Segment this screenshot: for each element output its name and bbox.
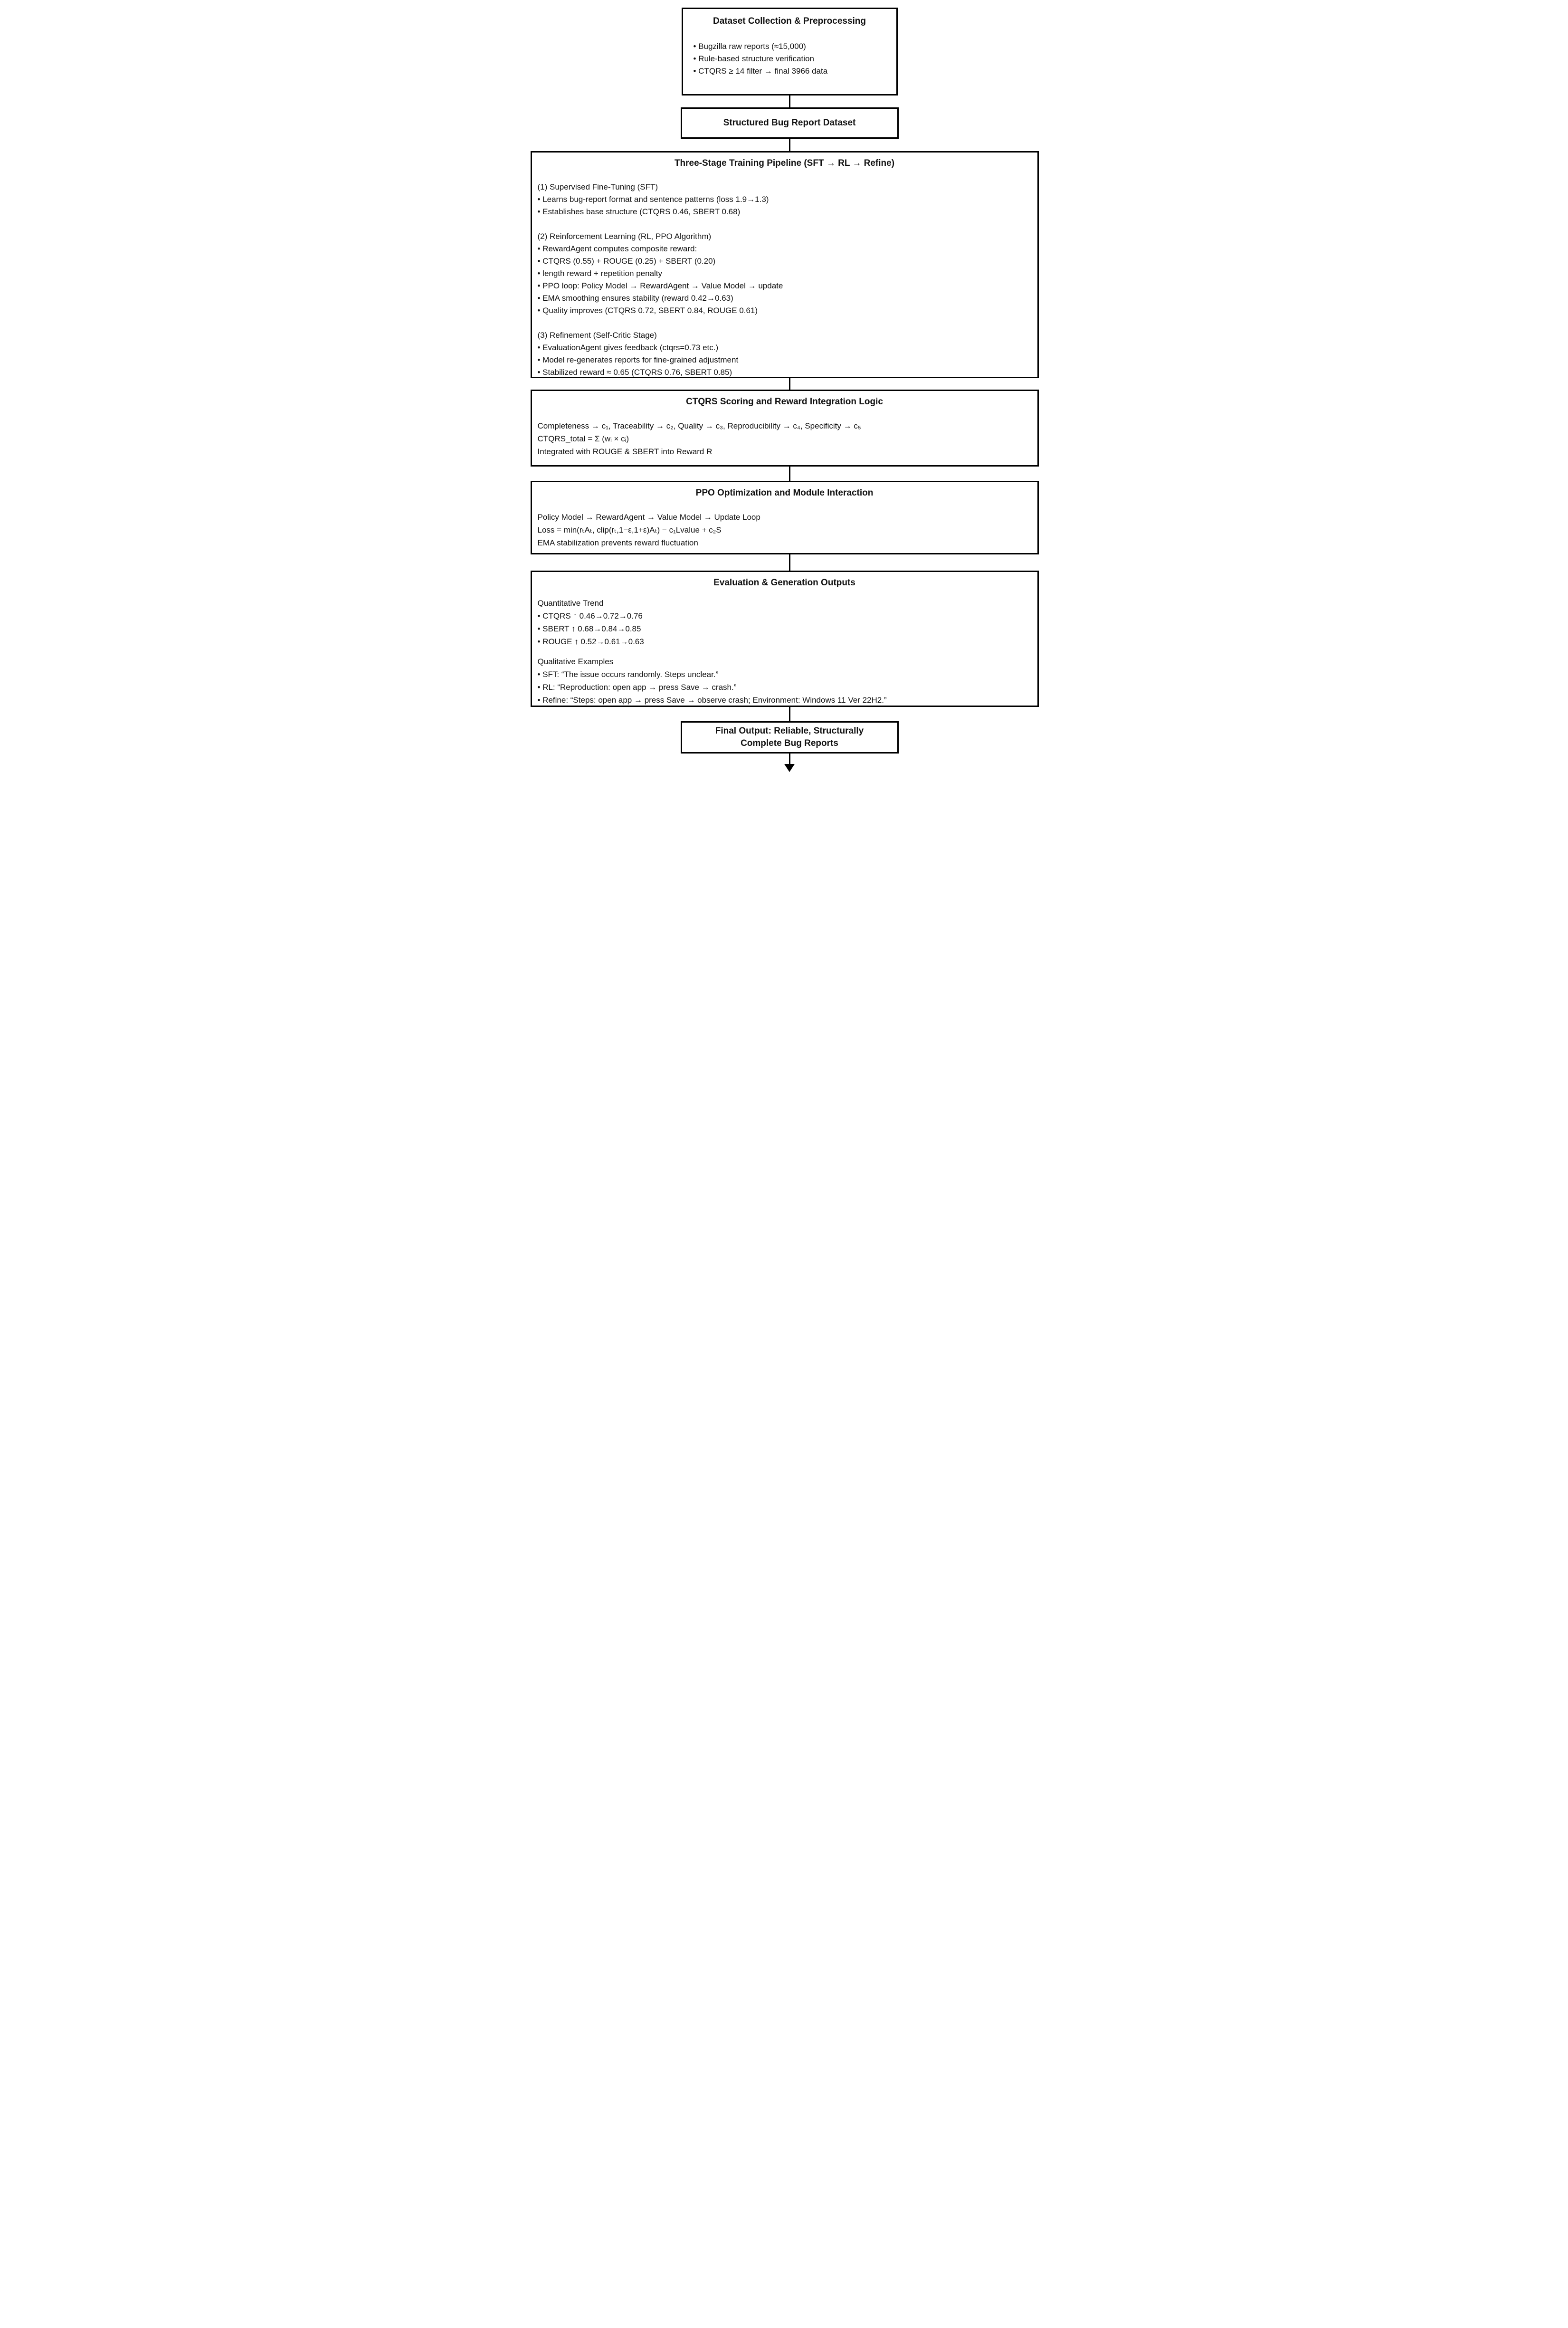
line-ctqrs-integration: Integrated with ROUGE & SBERT into Reward R: [537, 447, 713, 456]
box-evaluation-outputs-title: Evaluation & Generation Outputs: [713, 578, 855, 588]
box-dataset-collection-title: Dataset Collection & Preprocessing: [713, 16, 866, 26]
section-sft-header: (1) Supervised Fine-Tuning (SFT): [537, 182, 658, 191]
line-ctqrs-dimensions: Completeness → c₁, Traceability → c₂, Quality → c₃, Reproducibility → c₄, Specificity → c₅: [537, 421, 861, 430]
bullet-trend-sbert: • SBERT ↑ 0.68→0.84→0.85: [537, 624, 641, 633]
connector-line-2: [789, 137, 790, 153]
line-ctqrs-total-formula: CTQRS_total = Σ (wᵢ × cᵢ): [537, 434, 629, 443]
bullet-rl-ema-smoothing: • EMA smoothing ensures stability (reward 0.42→0.63): [537, 294, 733, 303]
box-dataset-collection: [682, 8, 898, 95]
final-arrow-line: [789, 752, 790, 765]
bullet-refine-regenerates: • Model re-generates reports for fine-grained adjustment: [537, 355, 739, 364]
bullet-rl-reward-agent: • RewardAgent computes composite reward:: [537, 244, 697, 253]
bullet-trend-rouge: • ROUGE ↑ 0.52→0.61→0.63: [537, 637, 644, 646]
bullet-rl-quality-improves: • Quality improves (CTQRS 0.72, SBERT 0.84, ROUGE 0.61): [537, 306, 758, 315]
section-sft: [538, 181, 1032, 218]
bullet-bugzilla-raw-reports: • Bugzilla raw reports (≈15,000): [693, 42, 806, 51]
section-rl: [538, 230, 1032, 317]
section-quantitative-trend: [538, 597, 1032, 648]
box-final-output-title-line1: Final Output: Reliable, Structurally: [715, 726, 864, 736]
connector-line-1: [789, 95, 790, 109]
line-ppo-loss-formula: Loss = min(rₜAₜ, clip(rₜ,1−ε,1+ε)Aₜ) − c₁Lvalue + c₂S: [537, 525, 722, 534]
bullet-example-rl: • RL: “Reproduction: open app → press Save → crash.”: [537, 683, 737, 692]
connector-line-4: [789, 465, 790, 482]
bullet-rl-reward-weights: • CTQRS (0.55) + ROUGE (0.25) + SBERT (0.20): [537, 257, 716, 266]
box-ppo-optimization-title: PPO Optimization and Module Interaction: [695, 488, 874, 498]
section-rl-header: (2) Reinforcement Learning (RL, PPO Algorithm): [537, 232, 712, 241]
box-evaluation-outputs: [531, 571, 1039, 707]
section-refinement-header: (3) Refinement (Self-Critic Stage): [537, 331, 657, 340]
bullet-sft-learns-format: • Learns bug-report format and sentence patterns (loss 1.9→1.3): [537, 195, 769, 204]
bullet-refine-evaluation-agent: • EvaluationAgent gives feedback (ctqrs=0.73 etc.): [537, 343, 719, 352]
section-refinement: [538, 329, 1032, 379]
bullet-rl-ppo-loop: • PPO loop: Policy Model → RewardAgent → Value Model → update: [537, 281, 783, 290]
box-final-output-title-line2: Complete Bug Reports: [741, 738, 838, 748]
box-ctqrs-scoring: [531, 390, 1039, 467]
line-ppo-ema-stabilization: EMA stabilization prevents reward fluctuation: [537, 538, 698, 547]
final-arrowhead-icon: [784, 764, 795, 772]
box-structured-dataset-title: Structured Bug Report Dataset: [723, 118, 856, 128]
bullet-rl-length-repetition: • length reward + repetition penalty: [537, 269, 663, 278]
line-ppo-module-loop: Policy Model → RewardAgent → Value Model → Update Loop: [537, 513, 760, 522]
box-structured-dataset: [681, 107, 899, 139]
bullet-trend-ctqrs: • CTQRS ↑ 0.46→0.72→0.76: [537, 611, 643, 620]
box-ppo-optimization: [531, 481, 1039, 554]
box-ctqrs-scoring-title: CTQRS Scoring and Reward Integration Logic: [686, 397, 883, 407]
flowchart-canvas: [523, 0, 1045, 776]
bullet-example-refine: • Refine: “Steps: open app → press Save → observe crash; Environment: Windows 11 Ver 22H2.”: [537, 696, 887, 705]
connector-line-3: [789, 377, 790, 391]
bullet-refine-stabilized-reward: • Stabilized reward ≈ 0.65 (CTQRS 0.76, SBERT 0.85): [537, 368, 732, 377]
bullet-rule-based-verification: • Rule-based structure verification: [693, 54, 814, 63]
section-quantitative-trend-header: Quantitative Trend: [537, 599, 604, 608]
connector-line-5: [789, 553, 790, 572]
section-qualitative-examples: [538, 655, 1032, 706]
box-training-pipeline-title: Three-Stage Training Pipeline (SFT → RL → Refine): [674, 158, 895, 168]
bullet-ctqrs-filter: • CTQRS ≥ 14 filter → final 3966 data: [693, 67, 828, 76]
connector-line-6: [789, 706, 790, 723]
bullet-sft-base-structure: • Establishes base structure (CTQRS 0.46, SBERT 0.68): [537, 207, 741, 216]
box-training-pipeline: [531, 151, 1039, 378]
section-qualitative-examples-header: Qualitative Examples: [537, 657, 614, 666]
bullet-example-sft: • SFT: “The issue occurs randomly. Steps unclear.”: [537, 670, 719, 679]
box-final-output: [681, 721, 899, 754]
